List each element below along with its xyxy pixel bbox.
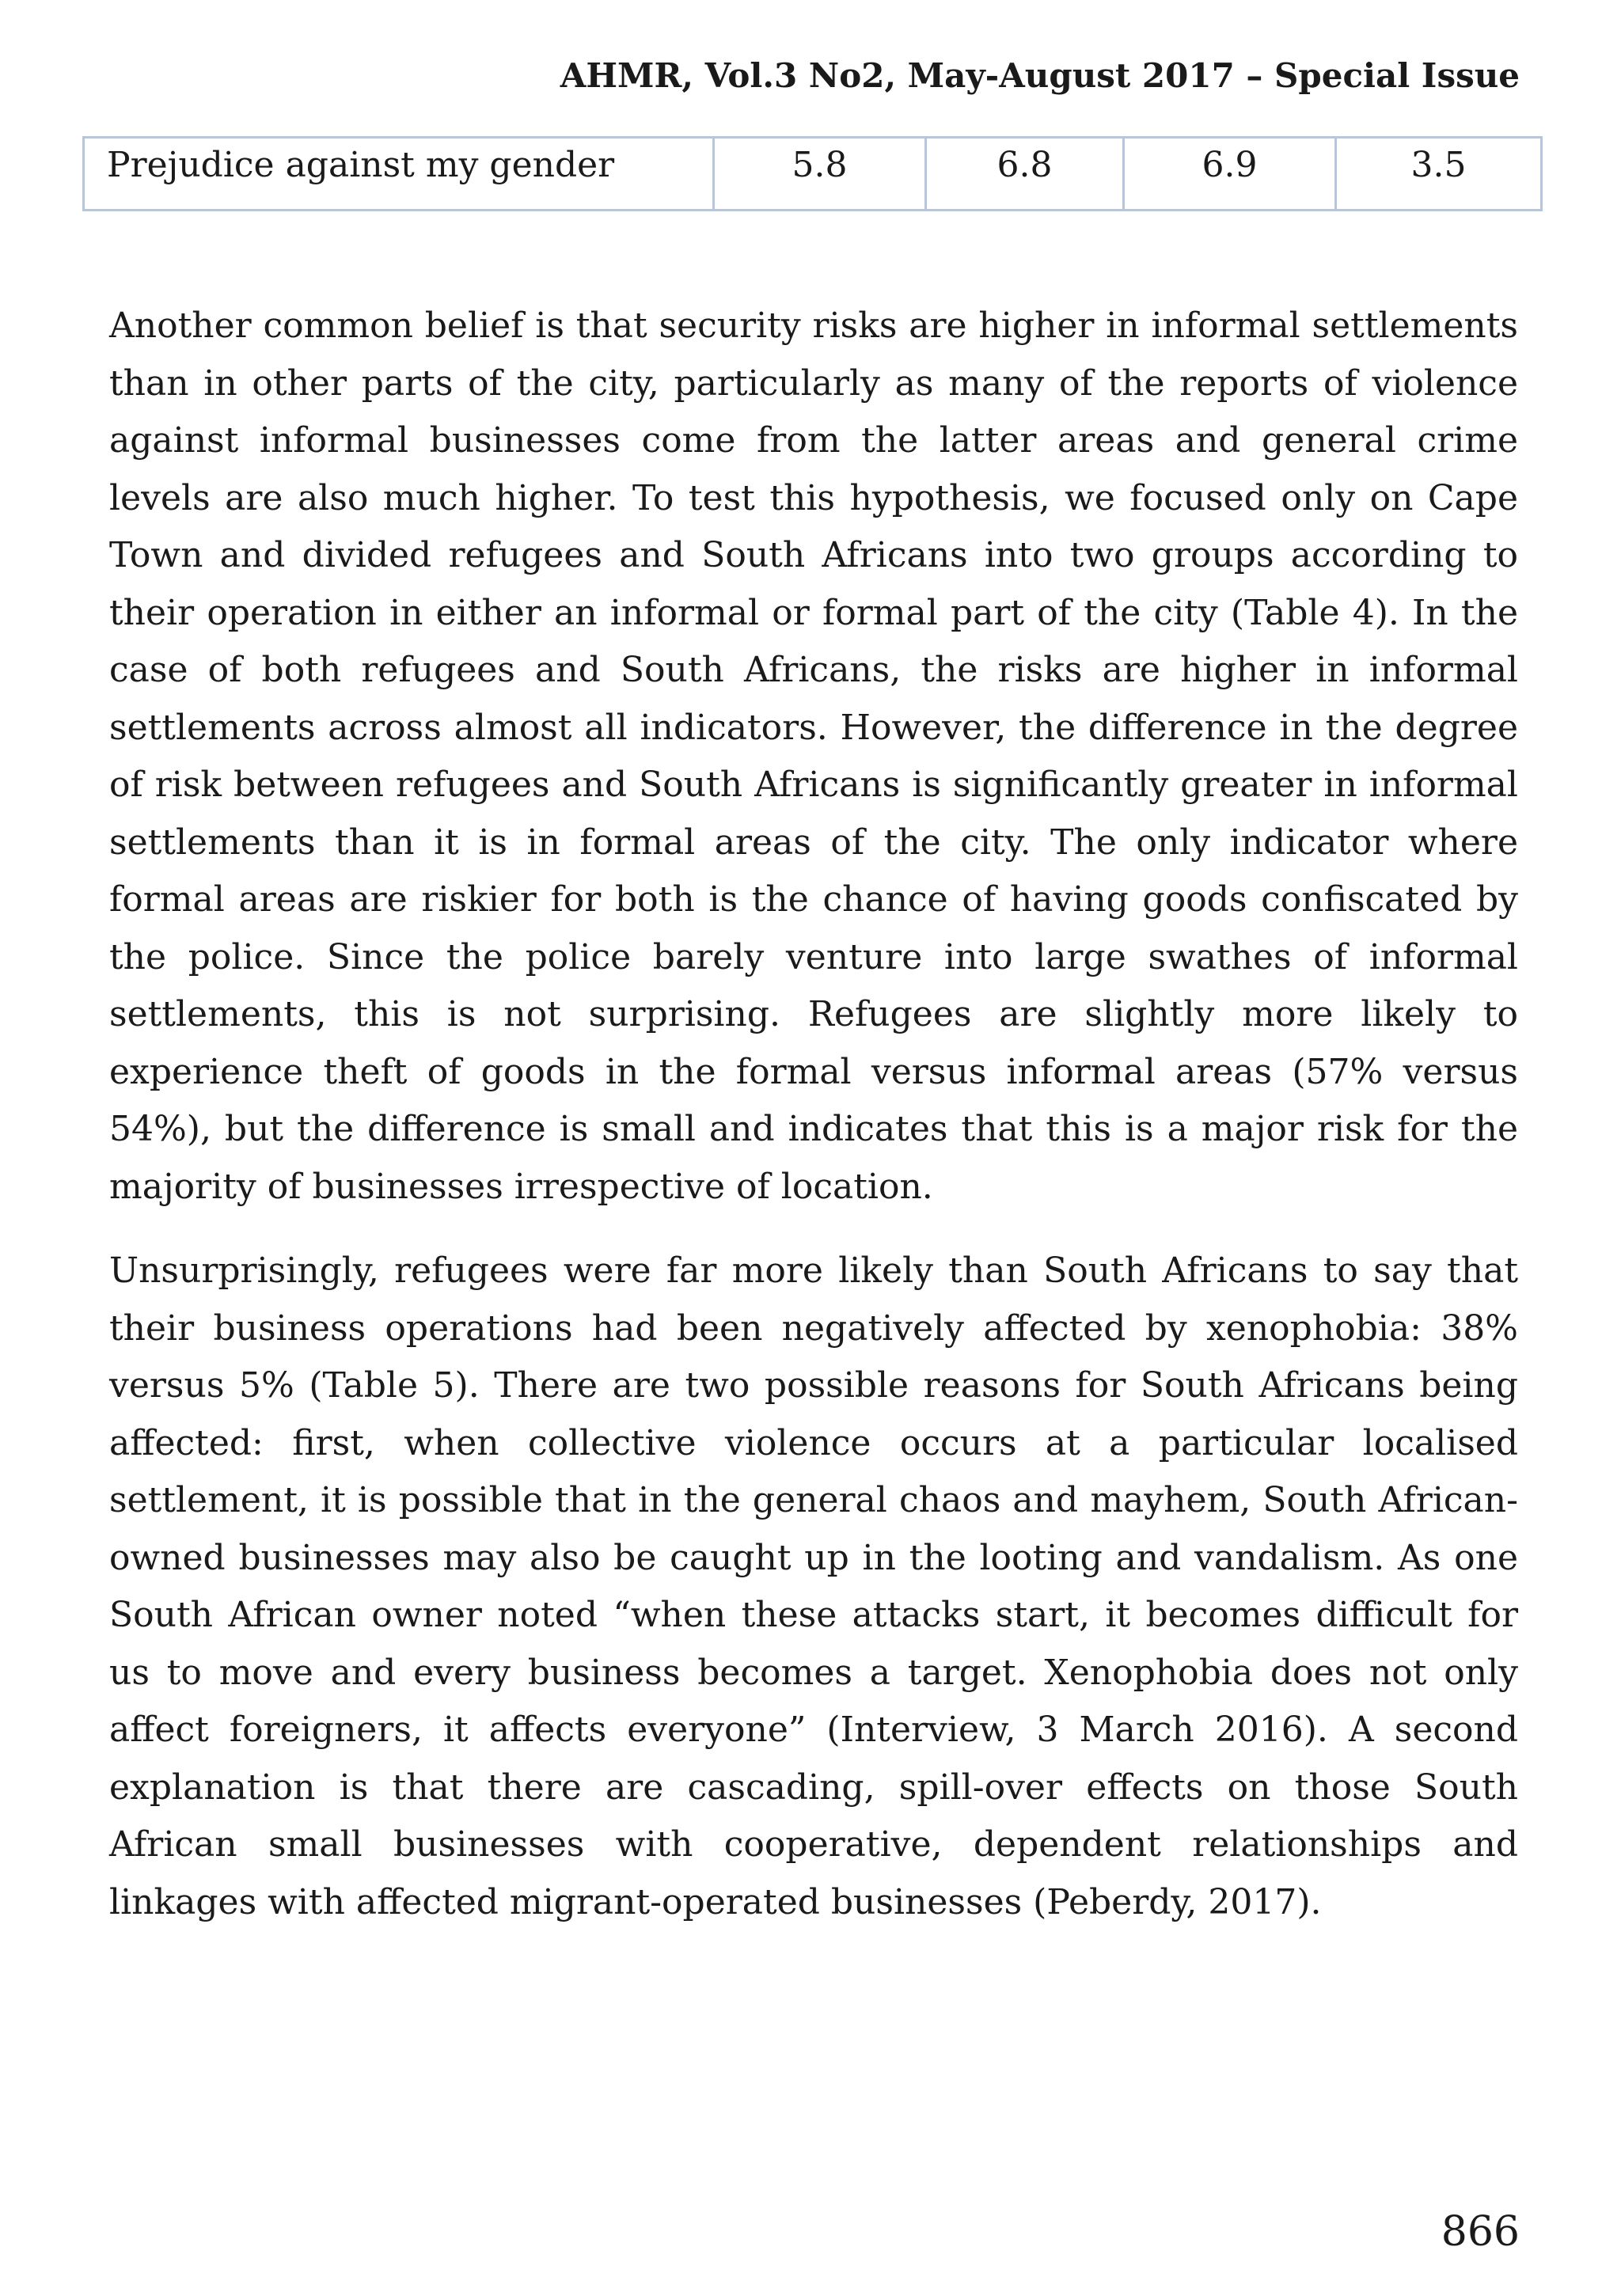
table-cell-value: 3.5 <box>1336 138 1542 211</box>
table-cell-value: 6.8 <box>926 138 1124 211</box>
body-paragraph: Another common belief is that security risks are higher in informal settlements than in other parts of the city, particularly as many of the reports of violence against informal businesses come from the latter areas and general crime levels are also much higher. To test this hypothesis, we focused only on Cape Town and divided refugees and South Africans into two groups according to their operation in either an informal or formal part of the city (Table 4). In the case of both refugees and South Africans, the risks are higher in informal settlements across almost all indicators. However, the difference in the degree of risk between refugees and South Africans is significantly greater in informal settlements than it is in formal areas of the city. The only indicator where formal areas are riskier for both is the chance of having goods confiscated by the police. Since the police barely venture into large swathes of informal settlements, this is not surprising. Refugees are slightly more likely to experience theft of goods in the formal versus informal areas (57% versus 54%), but the difference is small and indicates that this is a major risk for the majority of businesses irrespective of location. <box>109 306 1518 1207</box>
body-paragraph: Unsurprisingly, refugees were far more likely than South Africans to say that their business operations had been negatively affected by xenophobia: 38% versus 5% (Table 5). There are two possible reasons for South Africans being affected: first, when collective violence occurs at a particular localised settlement, it is possible that in the general chaos and mayhem, South African-owned businesses may also be caught up in the looting and vandalism. As one South African owner noted “when these attacks start, it becomes difficult for us to move and every business becomes a target. Xenophobia does not only affect foreigners, it affects everyone” (Interview, 3 March 2016). A second explanation is that there are cascading, spill-over effects on those South African small businesses with cooperative, dependent relationships and linkages with affected migrant-operated businesses (Peberdy, 2017). <box>109 1250 1518 1922</box>
page-number: 866 <box>1441 2208 1520 2256</box>
table-cell-value: 6.9 <box>1124 138 1336 211</box>
table-row-label: Prejudice against my gender <box>84 138 714 211</box>
running-header: AHMR, Vol.3 No2, May-August 2017 – Special Issue <box>560 56 1520 95</box>
table-cell-value: 5.8 <box>714 138 926 211</box>
table-row <box>84 138 1542 211</box>
data-table <box>82 136 1543 211</box>
